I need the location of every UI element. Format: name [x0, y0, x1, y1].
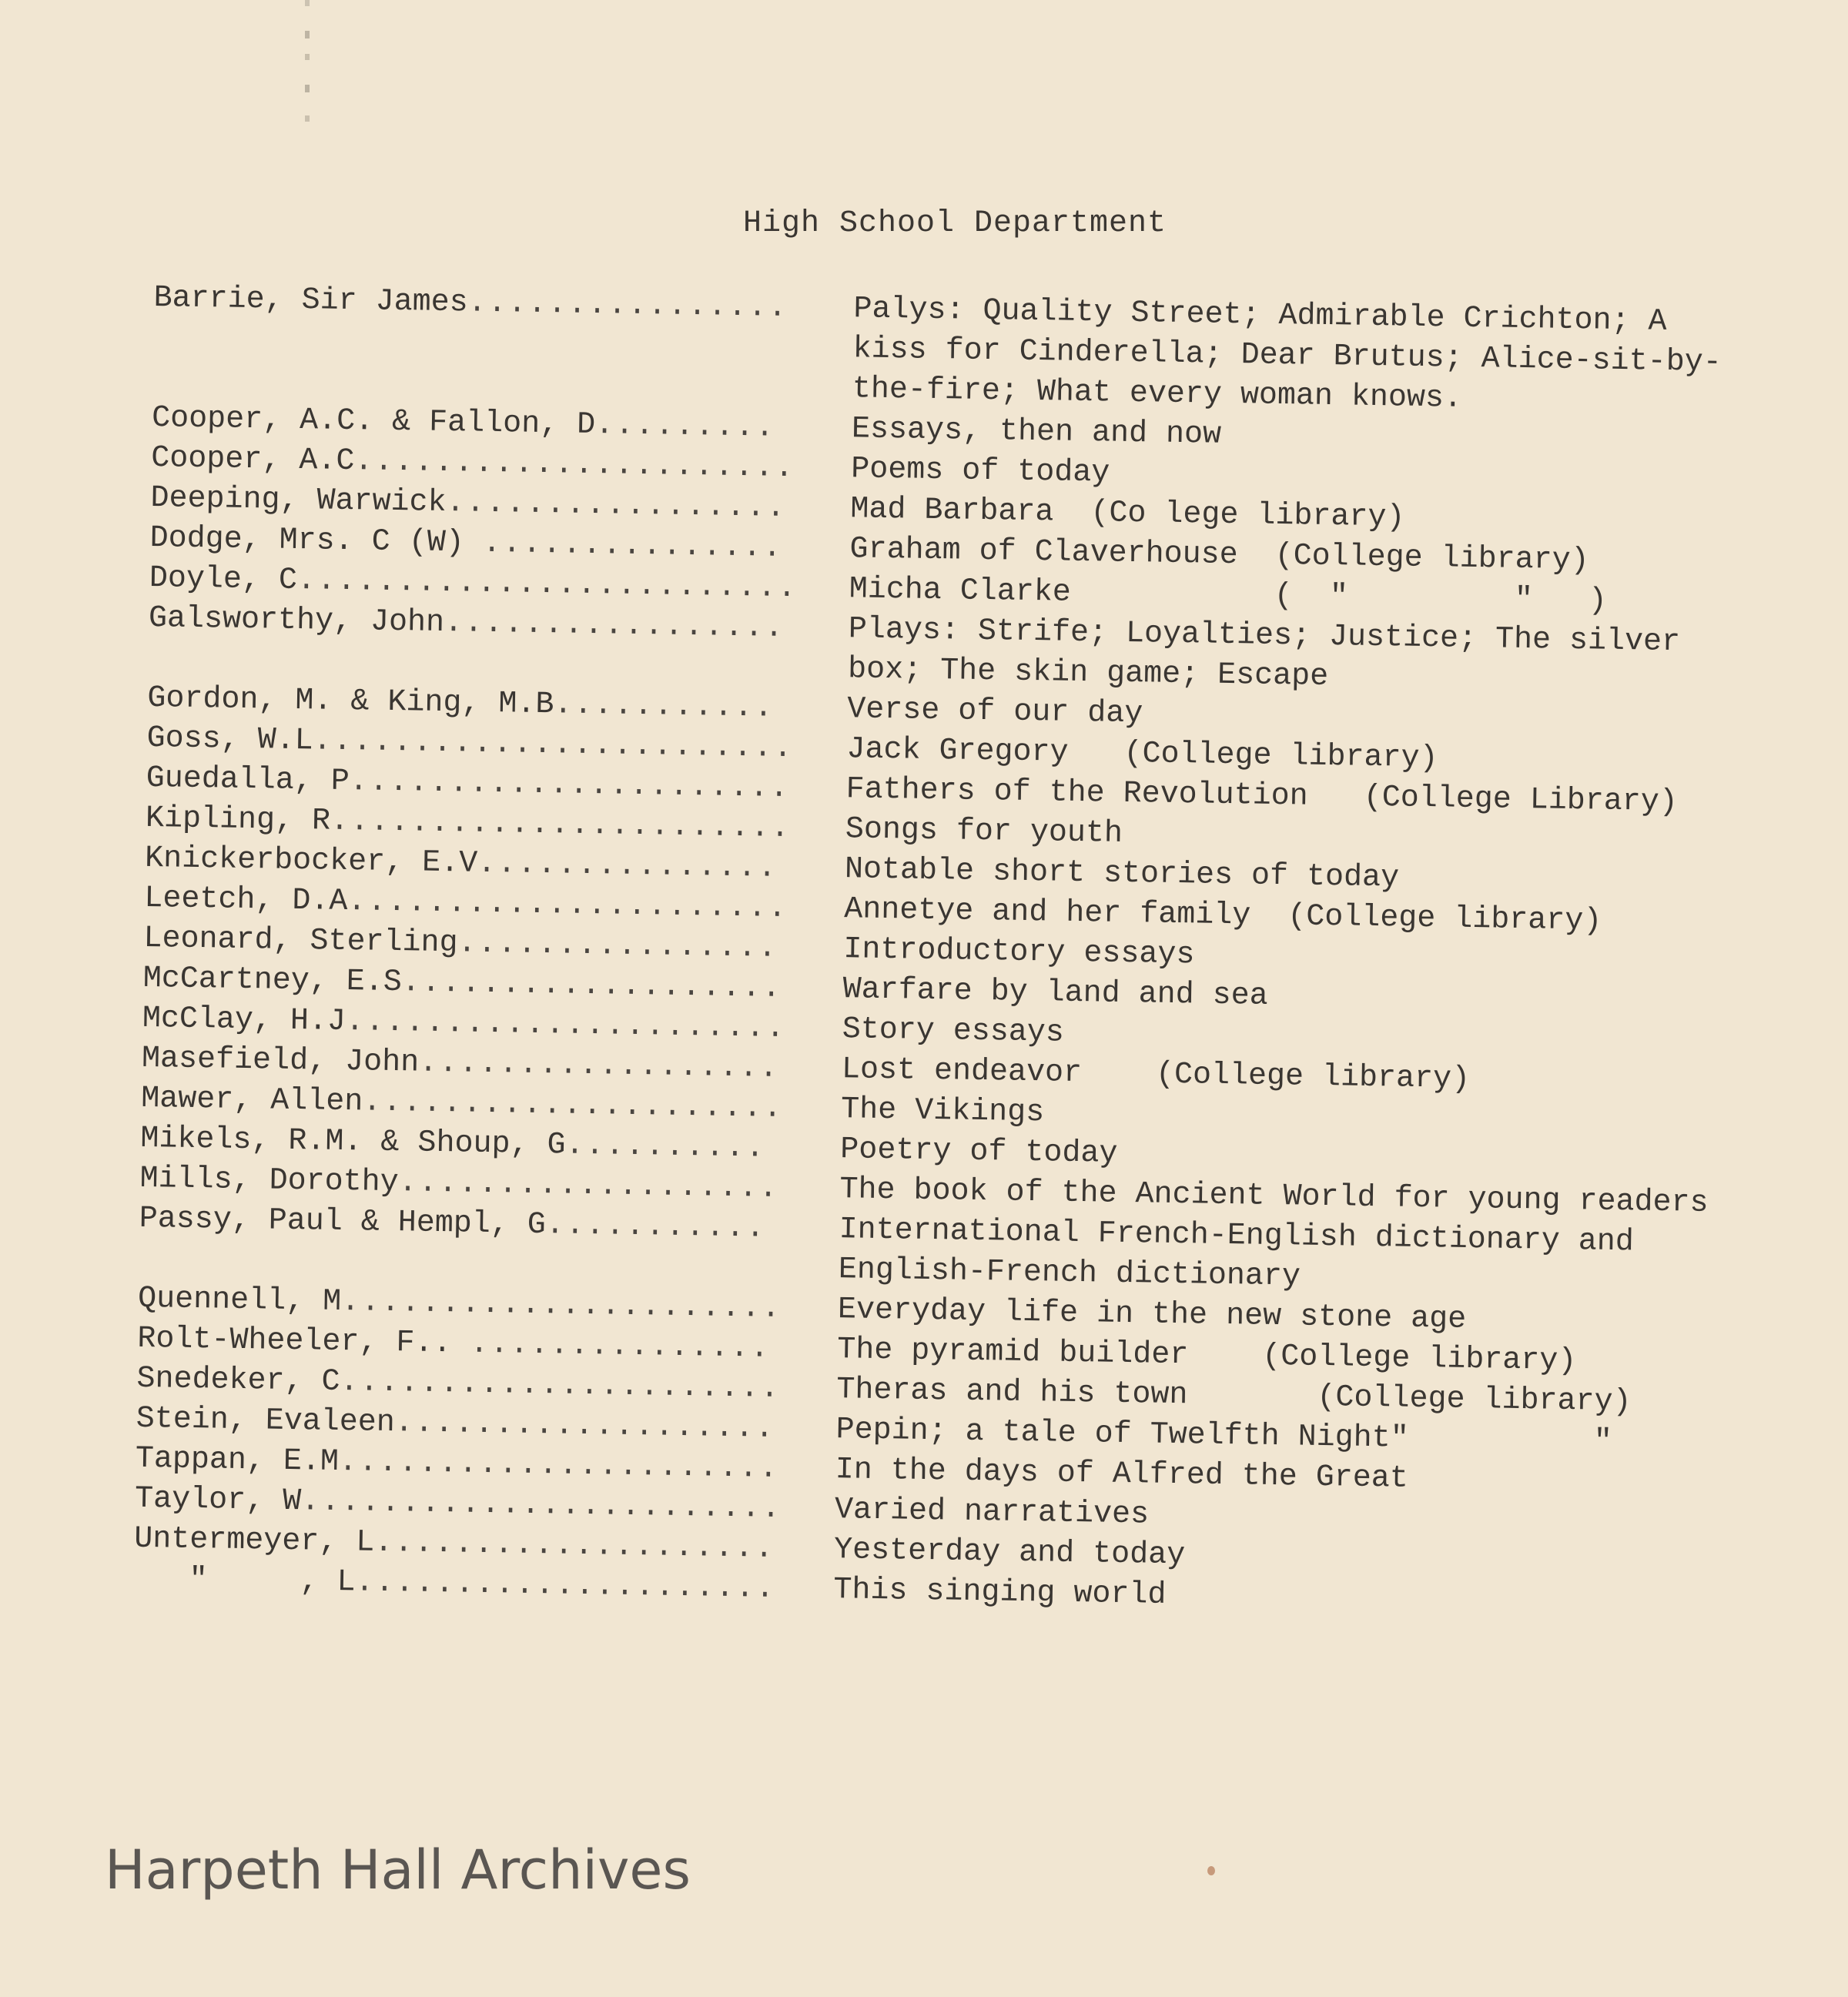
entry-title: Notable short stories of today: [844, 852, 1400, 896]
entry-title: Annetye and her family (College library): [843, 892, 1602, 939]
dot-leader: ................: [457, 926, 778, 966]
dot-leader: ...................: [401, 965, 783, 1006]
dot-leader: ......................: [353, 444, 795, 487]
dot-leader: .........: [594, 408, 776, 446]
entry-author-name: Masefield, John: [141, 1041, 420, 1081]
entry-title: Varied narratives: [834, 1493, 1150, 1533]
entry-author-name: McClay, H.J: [142, 1001, 346, 1040]
entry-title: Micha Clarke ( " " ): [849, 572, 1608, 619]
entry-title: Theras and his town (College library): [836, 1373, 1632, 1420]
entry-title: Jack Gregory (College library): [846, 732, 1438, 777]
entry-author-name: Knickerbocker, E.V: [144, 841, 478, 881]
dot-leader: ...................: [394, 1406, 776, 1447]
dot-leader: ................: [467, 286, 788, 326]
entry-author-name: Untermeyer, L: [133, 1521, 375, 1560]
paper-speck: [1207, 1866, 1215, 1875]
entry-author-name: Goss, W.L: [146, 721, 313, 759]
dot-leader: ......................: [340, 1364, 781, 1407]
entry-title: Songs for youth: [845, 812, 1123, 851]
entry-author-name: Taylor, W: [134, 1481, 302, 1520]
entry-title: The Vikings: [840, 1092, 1045, 1131]
dot-leader: ...........: [554, 687, 775, 726]
entry-title: Palys: Quality Street; Admirable Crichton; A kiss for Cinderella; Dear Brutus; Alice-sit-by-the-fire; What every woman knows.: [852, 292, 1722, 416]
entry-title: The book of the Ancient World for young readers: [839, 1172, 1709, 1221]
dot-leader: .....................: [362, 1085, 784, 1126]
entry-author-name: Guedalla, P: [146, 761, 350, 800]
dot-leader: ........................: [300, 1484, 782, 1527]
dot-leader: ...............: [470, 1326, 771, 1366]
dot-leader: ......................: [349, 764, 791, 807]
entry-title: Everyday life in the new stone age: [837, 1293, 1467, 1337]
binding-mark: [305, 0, 310, 123]
entry-title: Poetry of today: [839, 1132, 1118, 1172]
archives-watermark: Harpeth Hall Archives: [105, 1838, 691, 1902]
entry-author-name: Leonard, Sterling: [143, 921, 458, 962]
entry-title: Warfare by land and sea: [842, 972, 1268, 1014]
entry-author-name: Stein, Evaleen: [136, 1401, 396, 1441]
entry-title: Yesterday and today: [833, 1533, 1186, 1574]
dot-leader: .......................: [330, 804, 792, 847]
entry-title: Plays: Strife; Loyalties; Justice; The silver box; The skin game; Escape: [847, 612, 1699, 695]
entry-author-name: Rolt-Wheeler, F..: [137, 1321, 470, 1362]
entry-author-name: Doyle, C: [149, 560, 298, 598]
entry-author-name: Mills, Dorothy: [139, 1161, 400, 1201]
entry-author-name: Cooper, A.C. & Fallon, D: [151, 400, 596, 443]
page-title: High School Department: [742, 206, 1167, 241]
entry-author-name: Galsworthy, John: [148, 600, 445, 641]
dot-leader: ...........: [545, 1208, 767, 1246]
book-list: [133, 279, 1756, 1624]
dot-leader: ....................: [373, 1525, 775, 1567]
entry-title: Mad Barbara (Co lege library): [850, 492, 1405, 536]
entry-author: [153, 279, 851, 329]
entry-author-name: Cooper, A.C: [150, 440, 355, 480]
dot-leader: ..................: [418, 1045, 780, 1086]
entry-author-name: Tappan, E.M: [135, 1441, 340, 1480]
entry-title: This singing world: [832, 1573, 1167, 1613]
entry-author-name: Mikels, R.M. & Shoup, G: [140, 1121, 566, 1163]
dot-leader: ...................: [398, 1166, 780, 1206]
dot-leader: ......................: [340, 1284, 782, 1326]
dot-leader: .........................: [296, 563, 798, 607]
entry-title: Poems of today: [850, 452, 1110, 491]
dot-leader: .................: [446, 486, 787, 526]
dot-leader: ......................: [338, 1444, 780, 1487]
entry-title: Pepin; a tale of Twelfth Night" ": [835, 1413, 1613, 1460]
entry-author-name: McCartney, E.S: [142, 961, 403, 1001]
entry-title: Fathers of the Revolution (College Library): [845, 772, 1679, 821]
entry-author-name: Barrie, Sir James: [153, 280, 468, 321]
entry-title: Verse of our day: [846, 692, 1143, 732]
entry-title: Lost endeavor (College library): [841, 1052, 1471, 1097]
entry-author-name: " , L: [133, 1561, 356, 1601]
entry-author-name: Passy, Paul & Hempl, G: [139, 1201, 547, 1243]
entry-title: Essays, then and now: [851, 412, 1222, 453]
entry-author-name: Quennell, M: [137, 1281, 342, 1320]
entry-title: International French-English dictionary and English-French dictionary: [838, 1213, 1653, 1295]
entry-title: In the days of Alfred the Great: [835, 1453, 1409, 1497]
dot-leader: ..........: [565, 1128, 766, 1166]
entry-title: The pyramid builder (College library): [836, 1333, 1577, 1380]
dot-leader: ......................: [347, 885, 788, 927]
entry-author-name: Snedeker, C: [136, 1361, 340, 1400]
dot-leader: ...............: [477, 846, 778, 886]
entry-title: Graham of Claverhouse (College library): [849, 532, 1589, 579]
entry-title: Introductory essays: [843, 932, 1195, 973]
entry-title: Story essays: [842, 1012, 1065, 1051]
dot-leader: ...............: [482, 526, 784, 566]
dot-leader: ........................: [313, 724, 795, 767]
dot-leader: .................: [444, 605, 785, 646]
dot-leader: ......................: [345, 1005, 787, 1047]
entry-author-name: Deeping, Warwick: [150, 480, 447, 520]
dot-leader: .....................: [355, 1565, 776, 1607]
entry-author-name: Gordon, M. & King, M.B: [147, 681, 554, 723]
entry-author-name: Mawer, Allen: [140, 1081, 363, 1120]
entry-author-name: Dodge, Mrs. C (W): [149, 520, 484, 561]
entry-author-name: Kipling, R: [145, 801, 331, 839]
entry-author-name: Leetch, D.A: [143, 881, 348, 920]
